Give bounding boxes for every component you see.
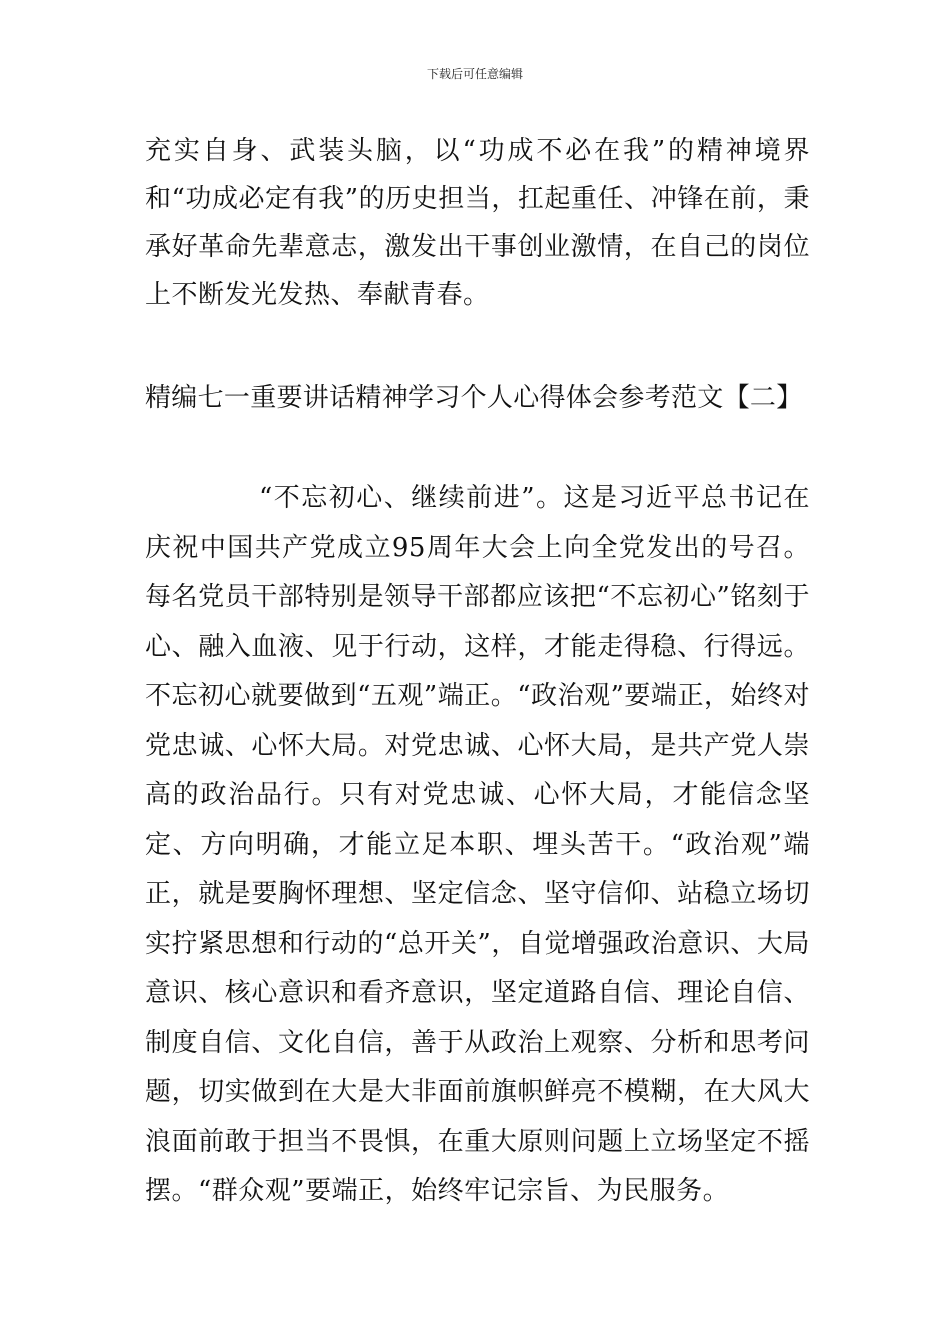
paragraph-body [145,474,810,1217]
header-note: 下载后可任意编辑 [426,67,523,81]
paragraph-body-text: “不忘初心、继续前进”。这是习近平总书记在庆祝中国共产党成立95周年大会上向全党发出的号召。每名党员干部特别是领导干部都应该把“不忘初心”铭刻于心、融入血液、见于行动，这样，才能走得稳、行得远。不忘初心就要做到“五观”端正。“政治观”要端正，始终对党忠诚、心怀大局。对党忠诚、心怀大局，是共产党人崇高的政治品行。只有对党忠诚、心怀大局，才能信念坚定、方向明确，才能立足本职、埋头苦干。“政治观”端正，就是要胸怀理想、坚定信念、坚守信仰、站稳立场切实拧紧思想和行动的“总开关”，自觉增强政治意识、大局意识、核心意识和看齐意识，坚定道路自信、理论自信、制度自信、文化自信，善于从政治上观察、分析和思考问题，切实做到在大是大非面前旗帜鲜亮不模糊，在大风大浪面前敢于担当不畏惧，在重大原则问题上立场坚定不摇摆。“群众观”要端正，始终牢记宗旨、为民服务。 [145,483,810,1206]
paragraph-continued: 充实自身、武装头脑，以“功成不必在我”的精神境界和“功成必定有我”的历史担当，扛起重任、冲锋在前，秉承好革命先辈意志，激发出干事创业激情，在自己的岗位上不断发光发热、奉献青春。 [145,136,810,310]
section-title: 精编七一重要讲话精神学习个人心得体会参考范文【二】 [145,383,803,413]
